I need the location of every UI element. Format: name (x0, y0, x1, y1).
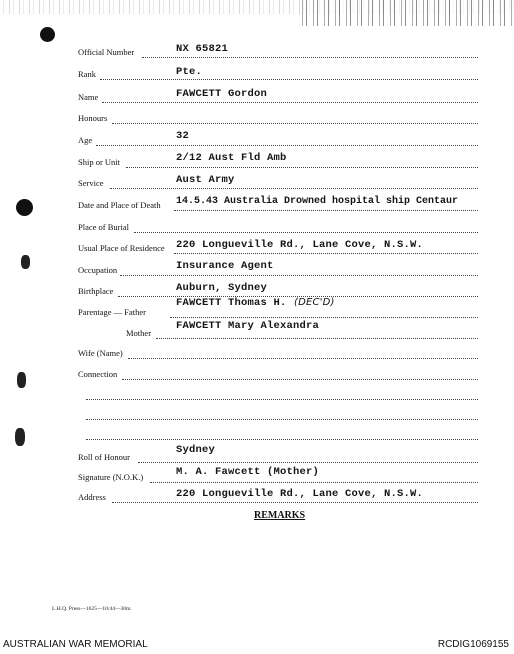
value-ship-or-unit: 2/12 Aust Fld Amb (176, 152, 287, 164)
field-line (126, 167, 478, 168)
field-line (156, 338, 478, 339)
field-line (112, 502, 478, 503)
field-line (138, 462, 478, 463)
field-line (110, 188, 478, 189)
handwritten-annotation: (DEC'D) (294, 297, 335, 308)
value-roll-of-honour: Sydney (176, 444, 216, 456)
value-age: 32 (176, 130, 190, 142)
field-line (174, 210, 478, 211)
printer-imprint: L.H.Q. Press—1625—10/44—30m. (52, 606, 132, 612)
field-line (100, 79, 478, 80)
value-father: FAWCETT Thomas H. (176, 297, 287, 309)
label-honours: Honours (78, 113, 108, 123)
value-official-number: NX 65821 (176, 43, 229, 55)
label-place-of-burial: Place of Burial (78, 222, 129, 232)
field-line (128, 358, 478, 359)
field-line (112, 123, 478, 124)
field-line (86, 439, 478, 440)
binding-mark (21, 255, 30, 269)
field-line (170, 317, 478, 318)
punch-hole-middle (16, 199, 33, 216)
footer-archive-name: AUSTRALIAN WAR MEMORIAL (3, 639, 148, 650)
label-parentage-mother: Mother (126, 328, 152, 338)
field-line (96, 145, 478, 146)
label-usual-residence: Usual Place of Residence (78, 243, 165, 253)
field-line (120, 275, 478, 276)
scan-edge-noise-right (300, 0, 514, 26)
value-birthplace: Auburn, Sydney (176, 282, 268, 294)
punch-hole-top (40, 27, 55, 42)
label-birthplace: Birthplace (78, 286, 114, 296)
label-signature: Signature (N.O.K.) (78, 472, 144, 482)
label-name: Name (78, 92, 99, 102)
label-connection: Connection (78, 369, 118, 379)
binding-mark (17, 372, 26, 388)
label-date-place-death: Date and Place of Death (78, 200, 161, 210)
field-line (122, 379, 478, 380)
value-service: Aust Army (176, 174, 235, 186)
label-rank: Rank (78, 69, 96, 79)
field-line (102, 102, 478, 103)
label-parentage-father: Parentage — Father (78, 307, 146, 317)
label-service: Service (78, 178, 104, 188)
label-wife: Wife (Name) (78, 348, 123, 358)
label-official-number: Official Number (78, 47, 135, 57)
field-line (134, 232, 478, 233)
value-date-place-death: 14.5.43 Australia Drowned hospital ship Centaur (176, 196, 459, 207)
label-roll-of-honour: Roll of Honour (78, 452, 130, 462)
footer-record-id: RCDIG1069155 (437, 639, 509, 650)
value-address: 220 Longueville Rd., Lane Cove, N.S.W. (176, 488, 424, 500)
label-age: Age (78, 135, 93, 145)
value-occupation: Insurance Agent (176, 260, 274, 272)
field-line (174, 253, 478, 254)
remarks-heading: REMARKS (254, 510, 306, 521)
binding-mark (15, 428, 25, 446)
field-line (86, 419, 478, 420)
label-ship-or-unit: Ship or Unit (78, 157, 121, 167)
value-signature: M. A. Fawcett (Mother) (176, 466, 320, 478)
field-line (150, 482, 478, 483)
value-name: FAWCETT Gordon (176, 88, 268, 100)
value-usual-residence: 220 Longueville Rd., Lane Cove, N.S.W. (176, 239, 424, 251)
label-address: Address (78, 492, 106, 502)
value-mother: FAWCETT Mary Alexandra (176, 320, 320, 332)
value-rank: Pte. (176, 66, 203, 78)
field-line (142, 57, 478, 58)
field-line (86, 399, 478, 400)
label-occupation: Occupation (78, 265, 118, 275)
